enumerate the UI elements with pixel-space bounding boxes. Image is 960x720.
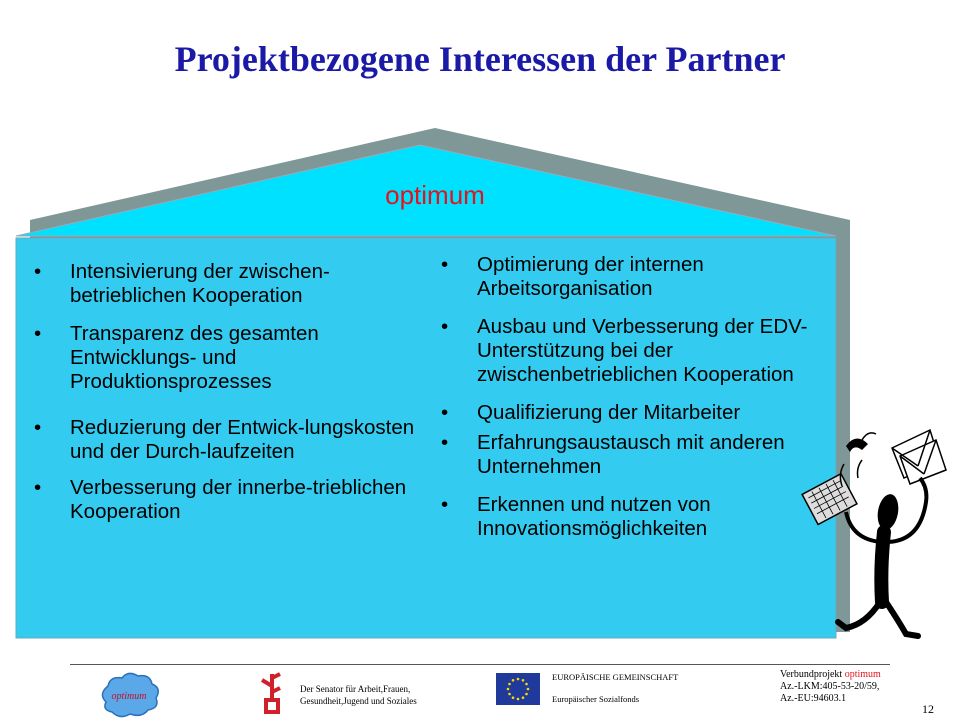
senator-line-1: Der Senator für Arbeit,Frauen, xyxy=(300,684,411,694)
senator-line-2: Gesundheit,Jugend und Soziales xyxy=(300,696,417,706)
bremen-key-icon xyxy=(256,670,286,716)
bullet-item: • Transparenz des gesamten Entwicklungs- und Produktionsprozesses xyxy=(30,322,415,394)
az-line-1: Az.-LKM:405-53-20/59, xyxy=(780,681,880,692)
slide-title: Projektbezogene Interessen der Partner xyxy=(174,39,786,79)
eu-line-2: Europäischer Sozialfonds xyxy=(552,694,640,704)
bullet-item: • Reduzierung der Entwick-lungskosten und der Durch-laufzeiten xyxy=(30,416,415,464)
verbund-line xyxy=(780,669,881,681)
eu-flag-icon xyxy=(496,673,540,705)
verbund-text xyxy=(780,669,881,705)
left-bullet-list xyxy=(30,260,415,524)
footer-divider xyxy=(70,664,890,665)
az-line-2: Az.-EU:94603.1 xyxy=(780,693,847,704)
page-number: 12 xyxy=(922,702,934,716)
bullet-item: • Verbesserung der innerbe-trieblichen Kooperation xyxy=(30,476,415,524)
bullet-item: • Intensivierung der zwischen-betrieblichen Kooperation xyxy=(30,260,415,308)
bullet-item: • Optimierung der internen Arbeitsorganisation xyxy=(437,253,837,301)
bullet-item: • Erkennen und nutzen von Innovationsmöglichkeiten xyxy=(437,493,837,541)
juggler-figure-icon xyxy=(800,420,950,650)
logo-text: optimum xyxy=(111,691,147,702)
eu-text xyxy=(552,672,678,705)
roof-label: optimum xyxy=(385,180,485,210)
bullet-item: • Erfahrungsaustausch mit anderen Unternehmen xyxy=(437,431,837,479)
bullet-item: • Qualifizierung der Mitarbeiter xyxy=(437,401,837,425)
senator-text xyxy=(300,683,417,707)
right-bullet-list xyxy=(437,253,837,541)
bullet-item: • Ausbau und Verbesserung der EDV-Unterstützung bei der zwischenbetrieblichen Kooperation xyxy=(437,315,837,387)
optimum-logo-icon xyxy=(96,672,162,718)
verbund-prefix: Verbundprojekt xyxy=(780,669,845,680)
verbund-name: optimum xyxy=(844,669,881,680)
eu-line-1: EUROPÄISCHE GEMEINSCHAFT xyxy=(552,672,679,682)
